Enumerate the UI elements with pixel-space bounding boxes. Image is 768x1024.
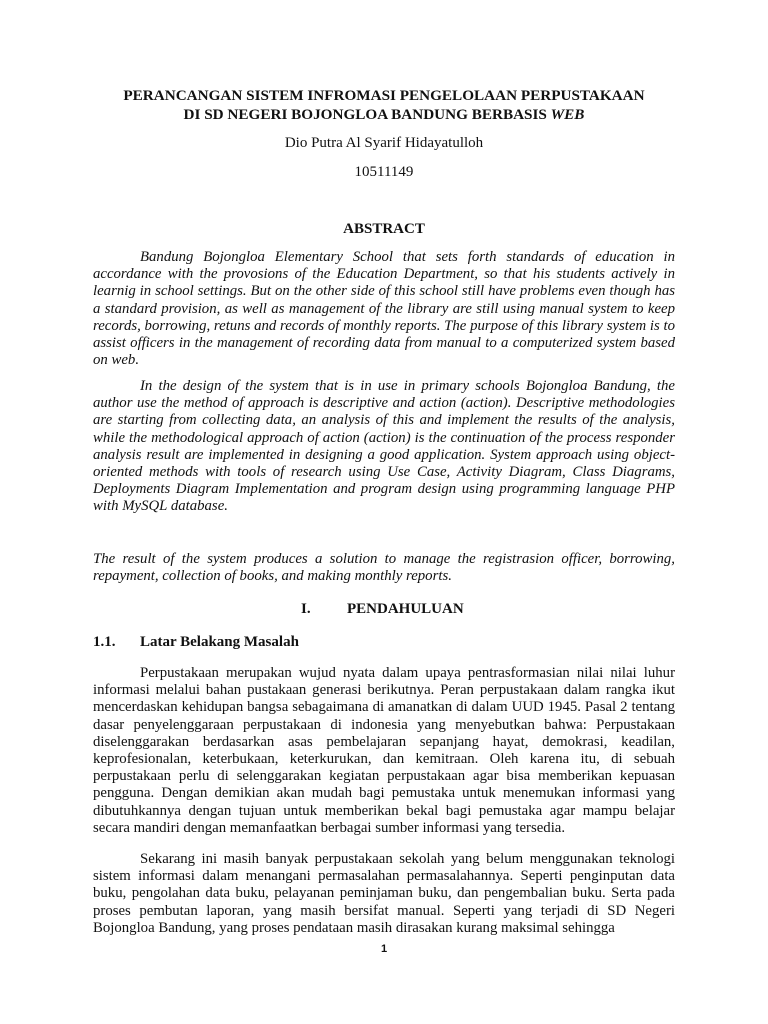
title-line-2-text: DI SD NEGERI BOJONGLOA BANDUNG BERBASIS <box>183 106 551 123</box>
title-line-2-italic: WEB <box>550 106 585 123</box>
subsection-title: Latar Belakang Masalah <box>140 634 299 650</box>
page-number: 1 <box>380 943 388 955</box>
abstract-paragraph-1: Bandung Bojongloa Elementary School that sets forth standards of education in accordance with the provosions of the Education Department, so that his students actively in learnig in school settings. But on the other side of this school still have problems even though has a standard provision, as well as management of the library are still using manual system to keep records, borrowing, retuns and records of monthly reports. The purpose of this library system is to assist officers in the management of recording data from manual to a computerized system based on web. <box>93 249 675 369</box>
abstract-paragraph-2: In the design of the system that is in use in primary schools Bojongloa Bandung, the author use the method of approach is descriptive and action (action). Descriptive methodologies are starting from collecting data, an analysis of this and implement the results of the analysis, while the methodological approach of action (action) is the continuation of the process responder analysis result are implemented in designing a good application. System approach using object-oriented methods with tools of research using Use Case, Activity Diagram, Class Diagrams, Deployments Diagram Implementation and program design using programming language PHP with MySQL database. <box>93 378 675 515</box>
section-number: I. <box>301 601 311 617</box>
abstract-heading: ABSTRACT <box>343 221 425 237</box>
subsection-number: 1.1. <box>93 634 116 650</box>
title-line-2 <box>90 105 678 124</box>
abstract-paragraph-3: The result of the system produces a solution to manage the registrasion officer, borrowing, repayment, collection of books, and making monthly reports. <box>93 551 675 585</box>
body-paragraph-1: Perpustakaan merupakan wujud nyata dalam upaya pentrasformasian nilai nilai luhur informasi melalui bahan pustakaan generasi berikutnya. Peran perpustakaan dalam rangka ikut mencerdaskan kehidupan bangsa sebagaimana di amanatkan di dalam UUD 1945. Pasal 2 tentang dasar penyelenggaraan perpustakaan di indonesia yang menyebutkan bahwa: Perpustakaan diselenggarakan berdasarkan asas pembelajaran sepanjang hayat, demokrasi, keadilan, keprofesionalan, keterbukaan, keterkurukan, dan kemitraan. Oleh karena itu, di sebuah perpustakaan perlu di selenggarakan kegiatan perpustakaan agar bisa memberikan kepuasan pengguna. Dengan demikian akan mudah bagi pemustaka untuk menemukan informasi yang dibutuhkannya dengan tujuan untuk memberikan bekal bagi pemustaka agar mampu belajar secara mandiri dengan memanfaatkan berbagai sumber informasi yang tersedia. <box>93 665 675 836</box>
document-title <box>90 86 678 124</box>
section-title: PENDAHULUAN <box>347 601 464 617</box>
title-line-1: PERANCANGAN SISTEM INFROMASI PENGELOLAAN PERPUSTAKAAN <box>123 87 645 104</box>
body-paragraph-2: Sekarang ini masih banyak perpustakaan sekolah yang belum menggunakan teknologi sistem informasi dalam menangani permasalahan permasalahannya. Seperti penginputan data buku, pengolahan data buku, pelayanan peminjaman buku, dan pengembalian buku. Serta pada proses pembutan laporan, yang masih bersifat manual. Seperti yang terjadi di SD Negeri Bojongloa Bandung, yang proses pendataan masih dirasakan kurang maksimal sehingga <box>93 851 675 936</box>
author-name: Dio Putra Al Syarif Hidayatulloh <box>284 135 484 151</box>
student-id: 10511149 <box>354 164 414 180</box>
